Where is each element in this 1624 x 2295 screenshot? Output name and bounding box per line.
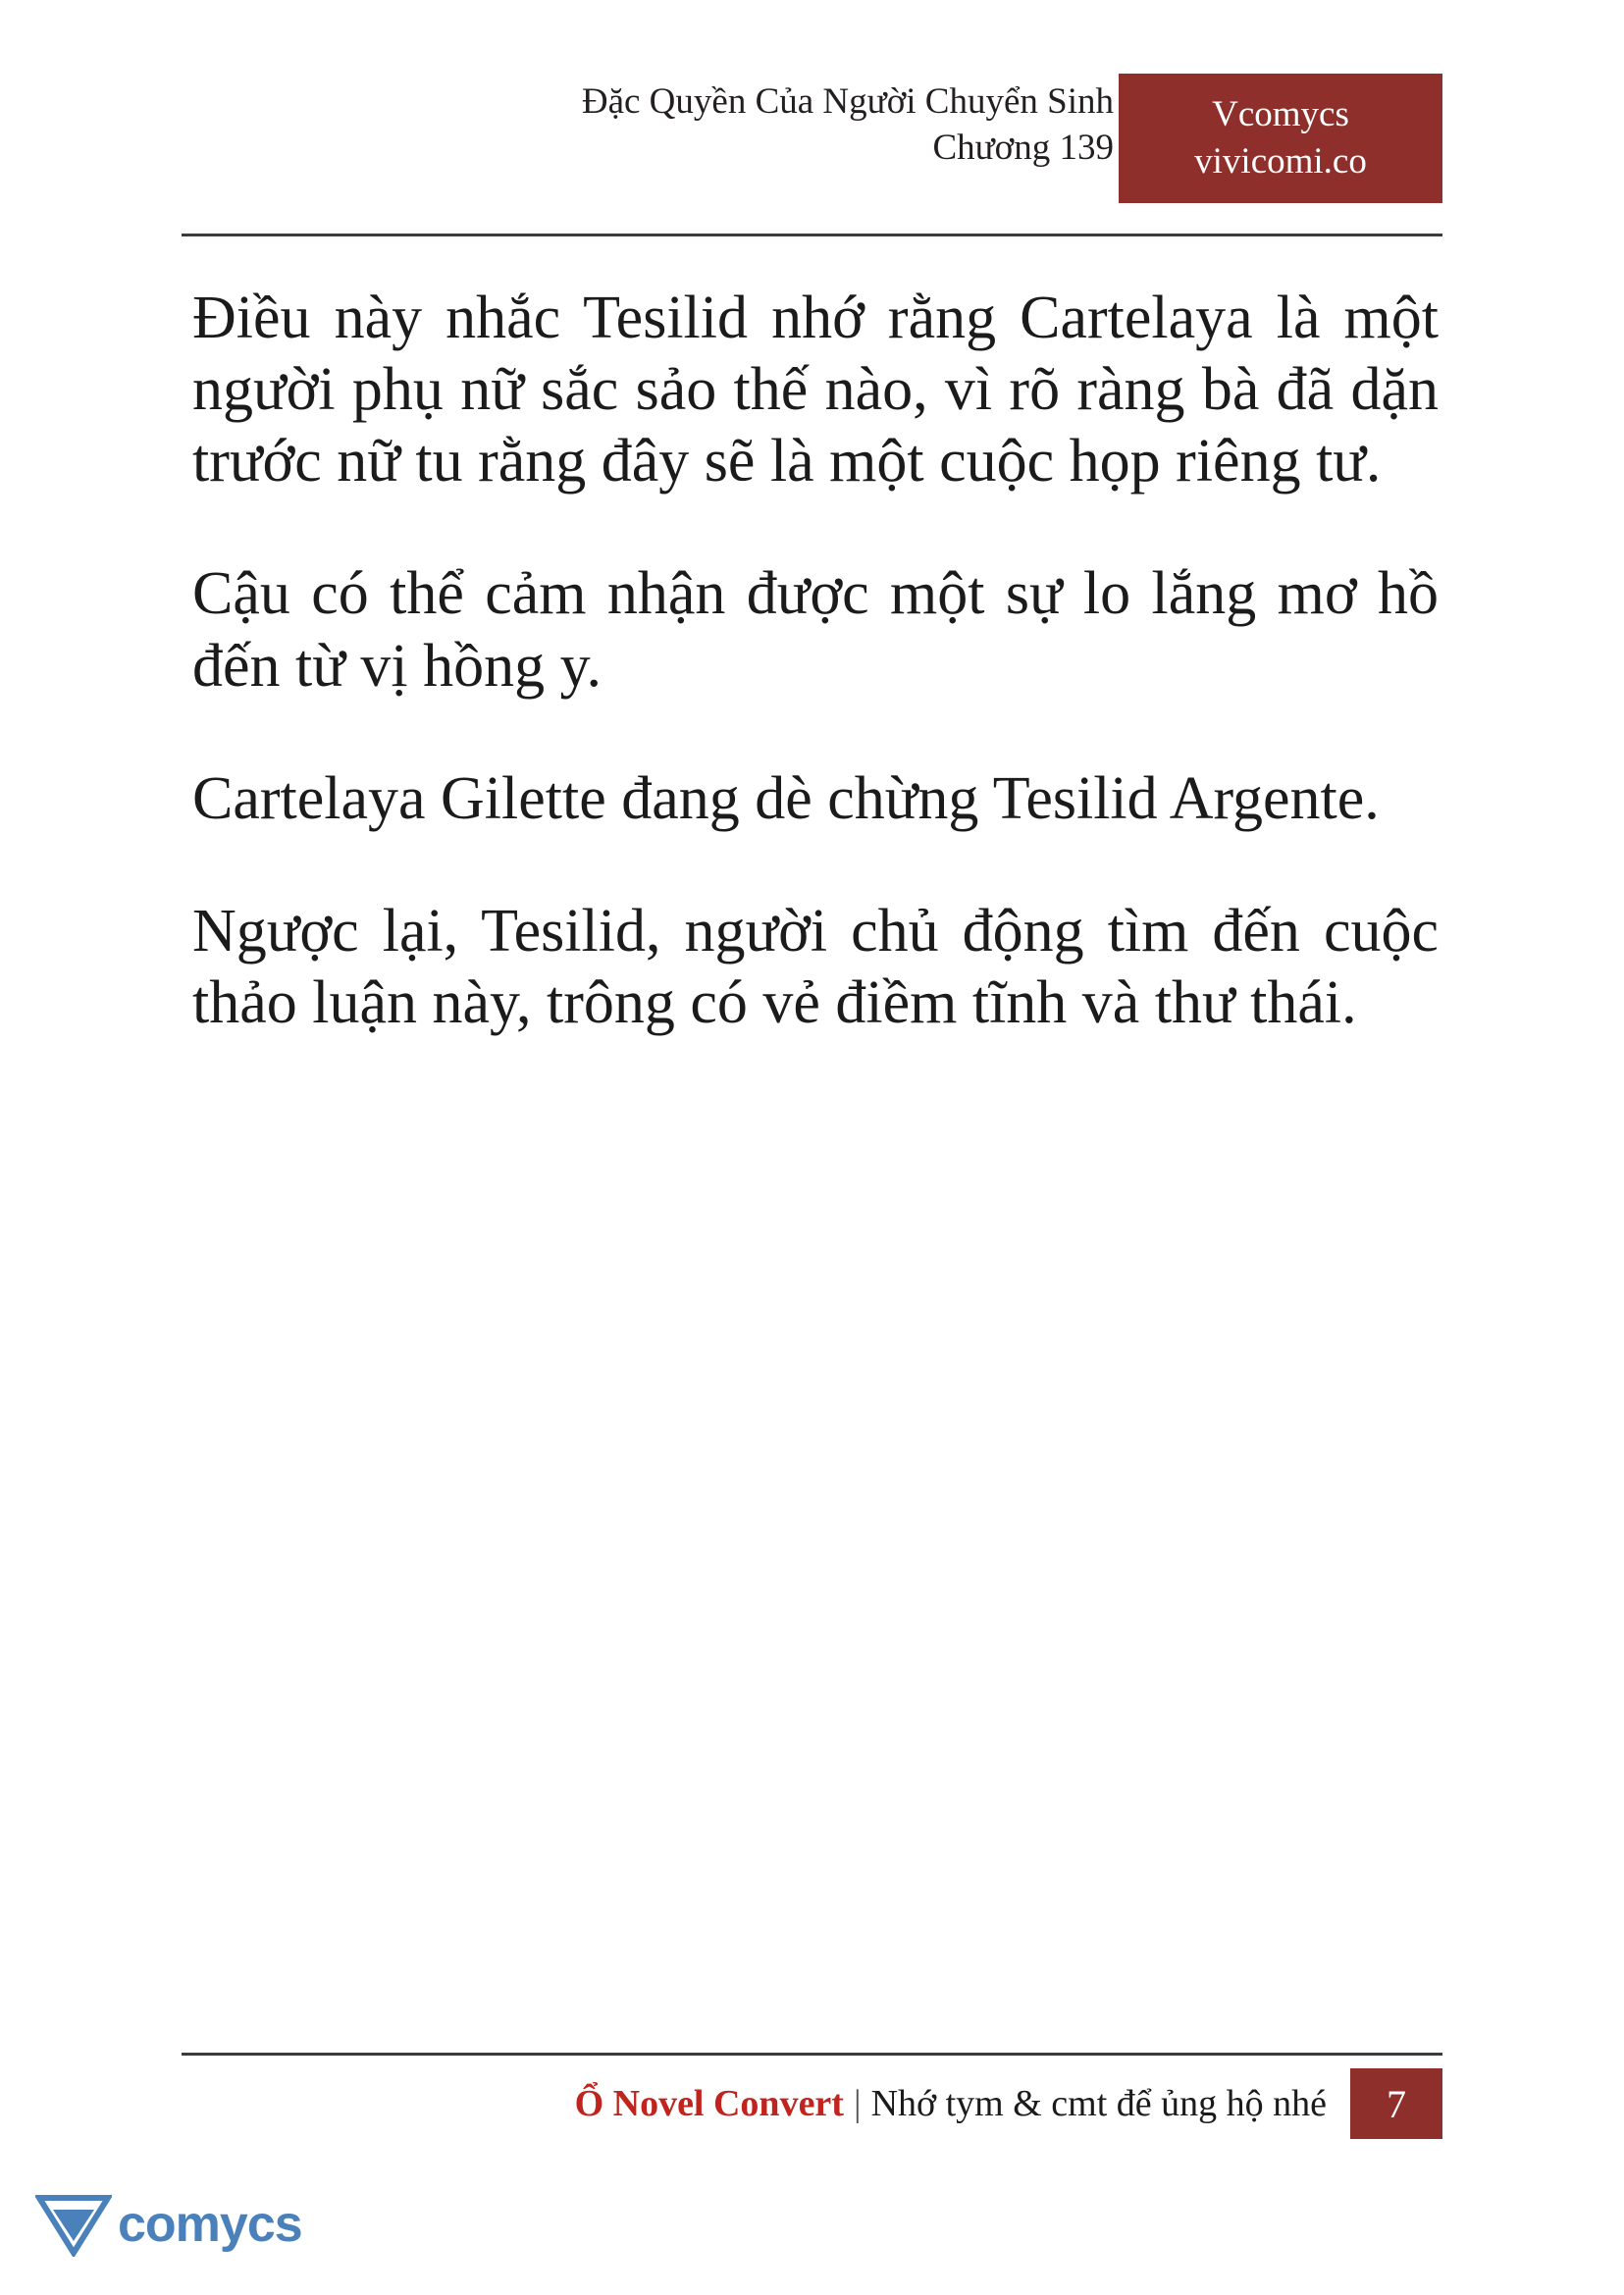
vcomycs-mark-icon — [35, 2192, 112, 2257]
paragraph: Cậu có thể cảm nhận được một sự lo lắng mơ hồ đến từ vị hồng y. — [192, 560, 1439, 700]
footer-note: Nhớ tym & cmt để ủng hộ nhé — [870, 2083, 1327, 2124]
site-badge — [1119, 74, 1442, 203]
book-title: Đặc Quyền Của Người Chuyển Sinh — [581, 81, 1114, 122]
paragraph: Điều này nhắc Tesilid nhớ rằng Cartelaya là một người phụ nữ sắc sảo thế nào, vì rõ ràng bà đã dặn trước nữ tu rằng đây sẽ là một cuộc họp riêng tư. — [192, 285, 1439, 496]
footer-inner — [575, 2068, 1442, 2139]
paragraph: Cartelaya Gilette đang dè chừng Tesilid Argente. — [192, 764, 1380, 832]
chapter-label: Chương 139 — [932, 128, 1114, 169]
footer-brand: Ổ Novel Convert — [574, 2083, 844, 2124]
page-number-badge: 7 — [1350, 2068, 1442, 2139]
page-header — [182, 78, 1442, 240]
header-title-block — [582, 78, 1114, 172]
footer-text — [575, 2068, 1350, 2139]
footer-divider — [182, 2053, 1442, 2056]
watermark-logo — [35, 2179, 302, 2269]
page-content — [192, 283, 1439, 1039]
paragraph: Ngược lại, Tesilid, người chủ động tìm đến cuộc thảo luận này, trông có vẻ điềm tĩnh và thư thái. — [192, 897, 1439, 1037]
page-footer — [182, 2068, 1442, 2145]
header-divider — [182, 234, 1442, 236]
footer-separator: | — [853, 2083, 862, 2124]
watermark-label: comycs — [118, 2196, 302, 2253]
site-badge-name: Vcomycs — [1212, 93, 1349, 134]
site-badge-url: vivicomi.co — [1194, 141, 1367, 182]
